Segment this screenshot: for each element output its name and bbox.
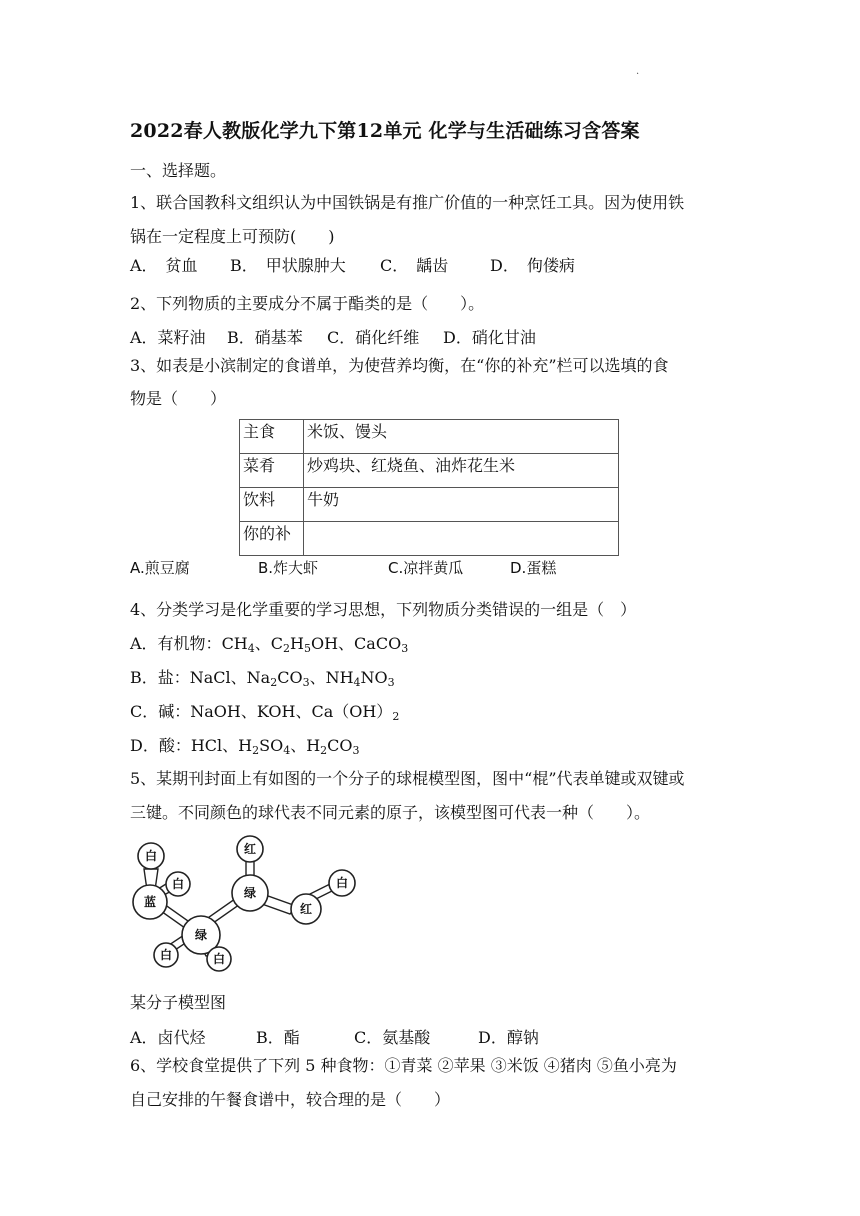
atom-label: 白 [212, 952, 226, 966]
atom-label: 蓝 [143, 895, 157, 909]
atom-label: 红 [243, 842, 257, 856]
table-row [240, 454, 619, 488]
q3-option-c: C.凉拌黄瓜 [388, 559, 464, 577]
q4-option-a-label: A．有机物： [130, 634, 222, 653]
q6-text-line1: 6、学校食堂提供了下列 5 种食物：①青菜 ②苹果 ③米饭 ④猪肉 ⑤鱼小亮为 [130, 1056, 677, 1075]
atom-label: 白 [144, 849, 158, 863]
q1-option-b: B． 甲状腺肿大 [230, 256, 346, 275]
table-row [240, 488, 619, 522]
q5-text-line1: 5、某期刊封面上有如图的一个分子的球棍模型图，图中“棍”代表单键或双键或 [130, 769, 685, 788]
q3-option-a: A.煎豆腐 [130, 559, 190, 577]
table-cell-value: 牛奶 [304, 488, 619, 522]
q3-option-d: D.蛋糕 [510, 559, 557, 577]
table-row [240, 420, 619, 454]
q3-options [130, 557, 556, 578]
atom-label: 白 [159, 948, 173, 962]
menu-table [239, 419, 619, 556]
q4-option-b [130, 665, 395, 688]
q5-options [130, 1025, 539, 1048]
atom-label: 红 [299, 902, 313, 916]
q4-option-b-formulas: NaCl、$Na_2CO_3$、$NH_4NO_3$ [189, 668, 395, 689]
q2-option-c: C．硝化纤维 [327, 328, 420, 347]
q3-option-b: B.炸大虾 [258, 559, 319, 577]
q5-option-c: C．氨基酸 [354, 1028, 431, 1047]
q4-option-d-label: D．酸： [130, 736, 191, 755]
q1-option-d: D． 佝偻病 [490, 256, 575, 275]
q2-options [130, 325, 536, 348]
header-dot: . [636, 66, 640, 77]
q4-text: 4、分类学习是化学重要的学习思想，下列物质分类错误的一组是（ ） [130, 600, 637, 619]
q4-option-a [130, 631, 408, 654]
q1-text-line1: 1、联合国教科文组织认为中国铁锅是有推广价值的一种烹饪工具。因为使用铁 [130, 193, 685, 212]
q1-options [130, 253, 575, 276]
q4-option-c-label: C．碱： [130, 702, 191, 721]
q2-option-d: D．硝化甘油 [443, 328, 536, 347]
q5-text-line2: 三键。不同颜色的球代表不同元素的原子，该模型图可代表一种（ ）。 [130, 803, 651, 822]
table-cell-key: 饮料 [240, 488, 304, 522]
table-cell-key: 主食 [240, 420, 304, 454]
atom-label: 绿 [243, 886, 257, 900]
atom-label: 绿 [194, 928, 208, 942]
q4-option-c: C．碱：NaOH、KOH、$Ca(OH)_2$ [130, 702, 400, 723]
table-row [240, 522, 619, 556]
q5-option-a: A．卤代烃 [130, 1028, 206, 1047]
q5-option-d: D．醇钠 [478, 1028, 539, 1047]
q4-option-c-formulas: NaOH、KOH、Ca（OH） [190, 702, 393, 721]
q4-option-d [130, 733, 360, 756]
q2-option-a: A．菜籽油 [130, 328, 206, 347]
q2-option-b: B．硝基苯 [227, 328, 303, 347]
molecule-model-diagram [128, 832, 360, 974]
q4-option-a-formulas: $CH_4$、$C_2H_5OH$、CaCO$_3$ [221, 634, 409, 655]
table-cell-value: 炒鸡块、红烧鱼、油炸花生米 [304, 454, 619, 488]
table-cell-value: 米饭、馒头 [304, 420, 619, 454]
q1-option-c: C． 龋齿 [380, 256, 449, 275]
atom-label: 白 [171, 877, 185, 891]
table-cell-key: 你的补 [240, 522, 304, 556]
q3-text-line1: 3、如表是小滨制定的食谱单，为使营养均衡，在“你的补充”栏可以选填的食 [130, 356, 669, 375]
q1-option-a: A． 贫血 [130, 256, 198, 275]
figure-caption: 某分子模型图 [130, 993, 227, 1012]
page-title: 2022春人教版化学九下第12单元 化学与生活础练习含答案 [130, 120, 640, 142]
q6-text-line2: 自己安排的午餐食谱中，较合理的是（ ） [130, 1090, 451, 1109]
q4-option-b-label: B．盐： [130, 668, 190, 687]
atom-label: 白 [335, 876, 349, 890]
section-heading: 一、选择题。 [130, 161, 227, 180]
q2-text: 2、下列物质的主要成分不属于酯类的是（ ）。 [130, 294, 485, 313]
q5-option-b: B．酯 [256, 1028, 300, 1047]
table-cell-value [304, 522, 619, 556]
table-cell-key: 菜肴 [240, 454, 304, 488]
q1-text-line2: 锅在一定程度上可预防( ) [130, 227, 335, 246]
q4-option-d-formulas: HCl、$H_2SO_4$、$H_2CO_3$ [190, 736, 360, 757]
q3-text-line2: 物是（ ） [130, 389, 227, 408]
